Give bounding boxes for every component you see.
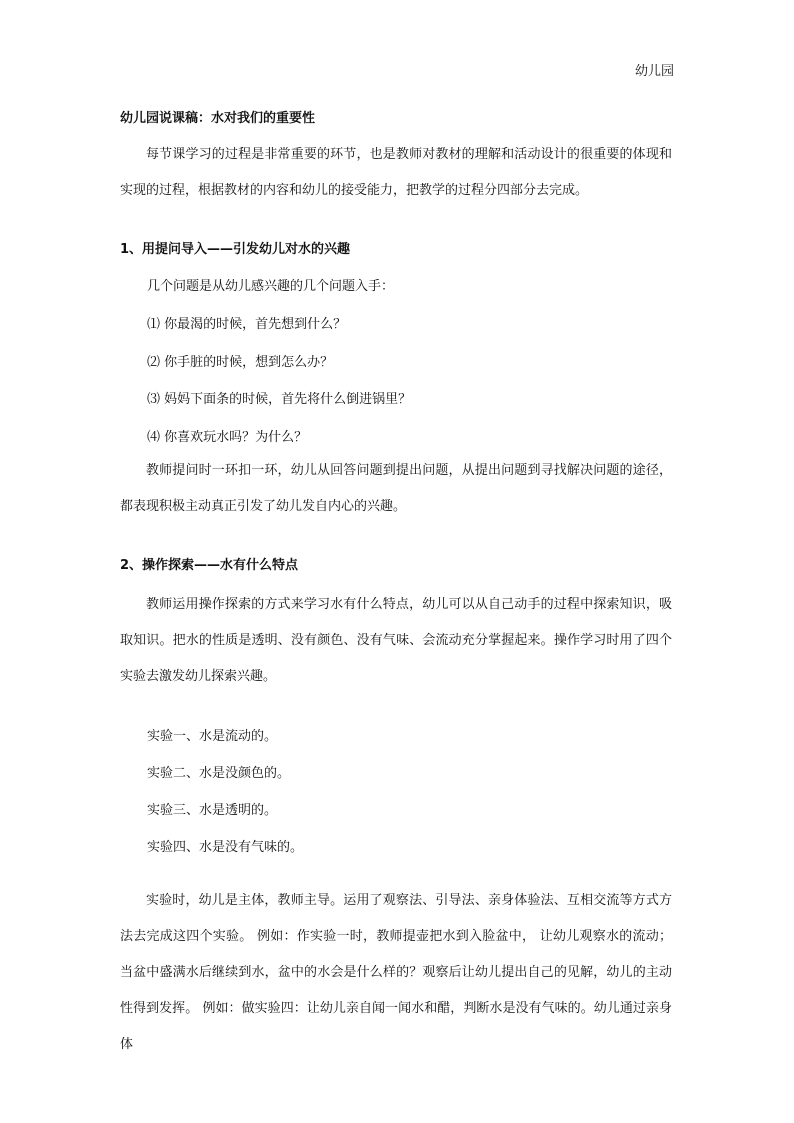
document-title: 幼儿园说课稿：水对我们的重要性 — [120, 111, 316, 126]
question-2: ⑵ 你手脏的时候，想到怎么办？ — [147, 355, 334, 370]
section-1-heading: 1、用提问导入——引发幼儿对水的兴趣 — [120, 242, 351, 257]
question-3: ⑶ 妈妈下面条的时候，首先将什么倒进锅里？ — [147, 392, 412, 407]
section-2-heading: 2、操作探索——水有什么特点 — [120, 558, 299, 573]
question-4: ⑷ 你喜欢玩水吗？为什么？ — [147, 430, 308, 445]
page-header: 幼儿园 — [634, 64, 674, 79]
intro-paragraph: 每节课学习的过程是非常重要的环节，也是教师对教材的理解和活动设计的很重要的体现和实现的过程，根据教材的内容和幼儿的接受能力，把教学的过程分四部分去完成。 — [120, 147, 672, 198]
question-1: ⑴ 你最渴的时候，首先想到什么？ — [147, 317, 347, 332]
section-1-summary: 教师提问时一环扣一环，幼儿从回答问题到提出问题，从提出问题到寻找解决问题的途径，都表现积极主动真正引发了幼儿发自内心的兴趣。 — [120, 463, 672, 514]
experiment-2: 实验二、水是没颜色的。 — [147, 766, 291, 781]
experiment-3: 实验三、水是透明的。 — [147, 803, 278, 818]
experiment-4: 实验四、水是没有气味的。 — [147, 840, 304, 855]
section-1-lead: 几个问题是从幼儿感兴趣的几个问题入手： — [147, 279, 395, 294]
experiment-1: 实验一、水是流动的。 — [147, 729, 278, 744]
section-2-intro: 教师运用操作探索的方式来学习水有什么特点，幼儿可以从自己动手的过程中探索知识，吸取知识。把水的性质是透明、没有颜色、没有气味、会流动充分掌握起来。操作学习时用了四个实验去激发幼儿探索兴趣。 — [120, 597, 672, 684]
section-2-body: 实验时，幼儿是主体，教师主导。运用了观察法、引导法、亲身体验法、互相交流等方式方法去完成这四个实验。 例如：作实验一时，教师提壶把水到入脸盆中， 让幼儿观察水的流动；当盆中盛满水后继续到水，盆中的水会是什么样的？观察后让幼儿提出自己的见解，幼儿的主动性得到发挥。 例如：做实验四：让幼儿亲自闻一闻水和醋，判断水是没有气味的。幼儿通过亲身体 — [120, 893, 672, 1052]
